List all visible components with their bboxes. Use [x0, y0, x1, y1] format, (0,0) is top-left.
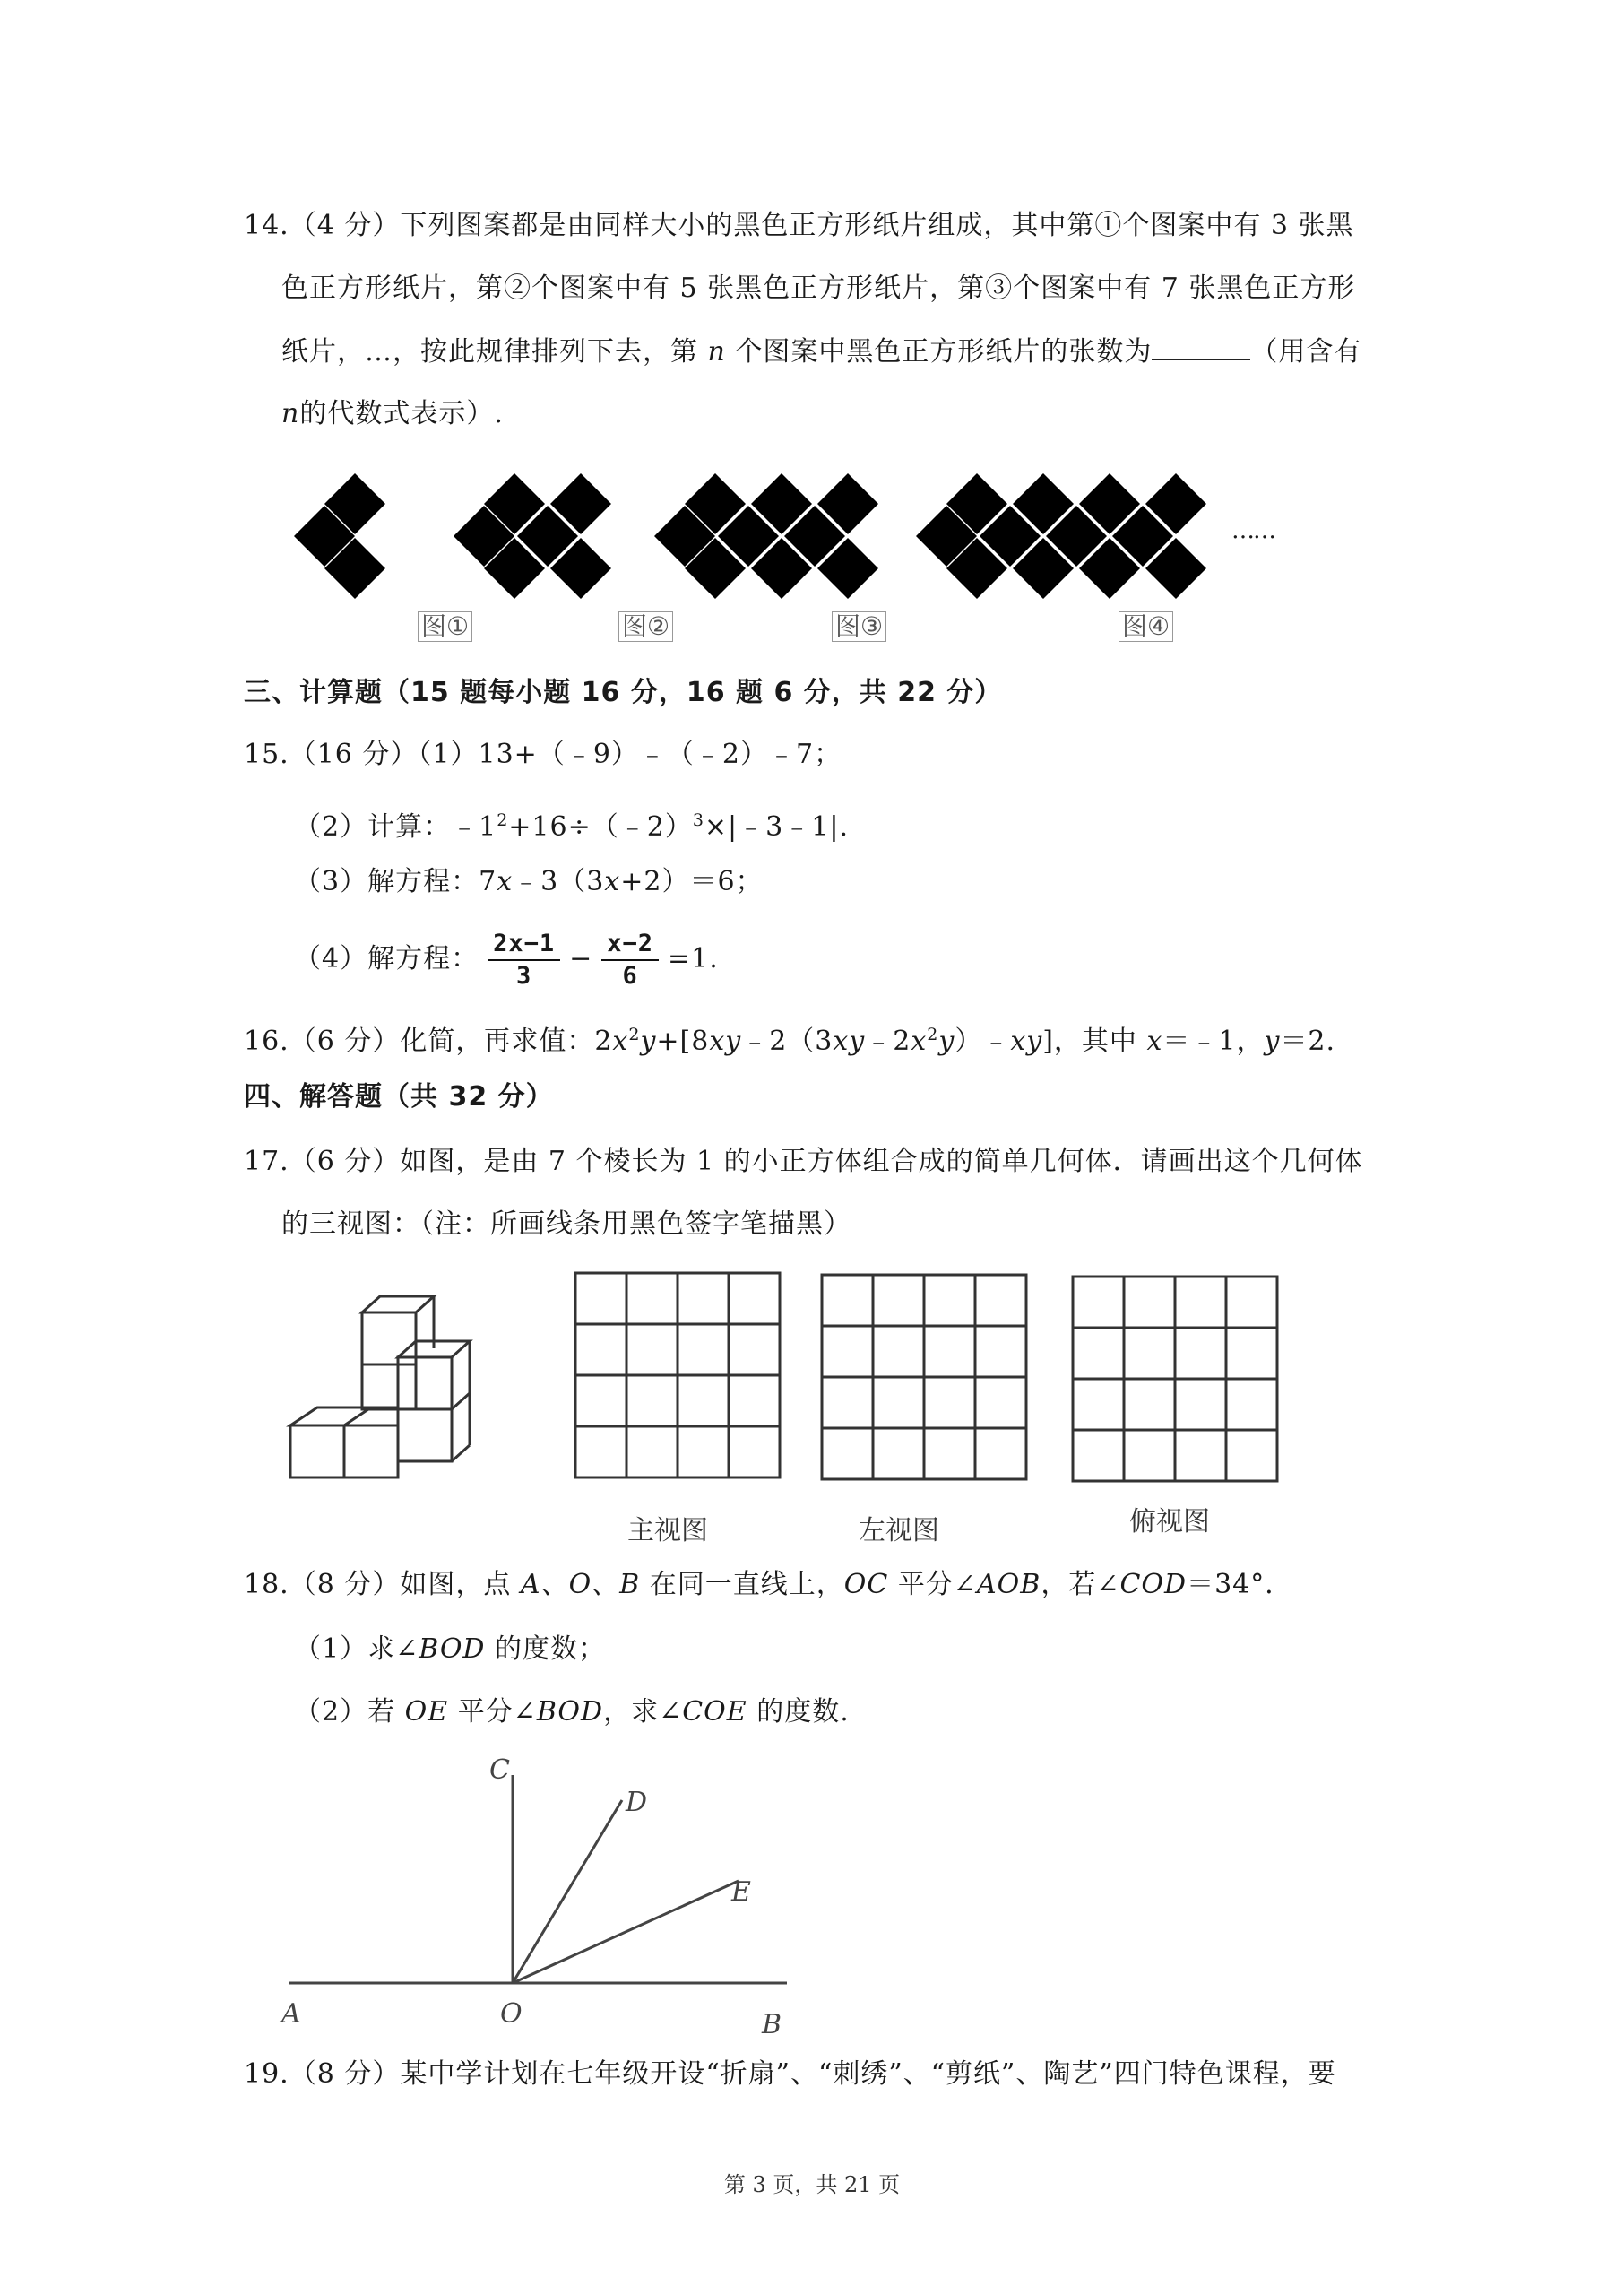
q14-line4: n的代数式表示）. — [281, 398, 504, 429]
q17-line2: 的三视图：（注：所画线条用黑色签字笔描黑） — [281, 1208, 851, 1240]
q15-part4: （4）解方程： $\frac{2x-1}{3}$ − $\frac{x-2}{6}$ =1. — [294, 930, 719, 990]
top-view-grid[interactable] — [1071, 1275, 1279, 1483]
label-A: A — [281, 1998, 301, 2030]
q16-text: 16.（6 分）化简，再求值：$2x^2y+[8xy﹣2(3xy﹣2x^2y)﹣xy]$，其中 x＝﹣1，y＝2. — [244, 1025, 1336, 1057]
label-D: D — [626, 1787, 648, 1818]
q18-part1: （1）求∠BOD 的度数； — [294, 1633, 607, 1665]
caption-fig4: 图④ — [1119, 611, 1173, 642]
left-view-grid[interactable] — [820, 1273, 1028, 1481]
answer-blank[interactable] — [1152, 333, 1250, 360]
q14-line2: 色正方形纸片，第②个图案中有 5 张黑色正方形纸片，第③个图案中有 7 张黑色正方形 — [281, 273, 1356, 304]
q15-part2: （2）计算：$﹣1^2+16\div(﹣2)^3\times|﹣3﹣1|$. — [294, 810, 849, 843]
front-view-grid[interactable] — [574, 1271, 782, 1479]
label-B: B — [762, 2009, 782, 2040]
q14-pattern-figure — [0, 448, 1624, 663]
caption-fig1: 图① — [418, 611, 472, 642]
label-E: E — [731, 1876, 751, 1908]
q19-line1: 19.（8 分）某中学计划在七年级开设“折扇”、“刺绣”、“剪纸”、陶艺”四门特色课程，要 — [244, 2058, 1336, 2090]
page-footer: 第 3 页，共 21 页 — [723, 2172, 901, 2197]
cube-solid-figure — [278, 1282, 511, 1488]
ray-OE — [513, 1881, 739, 1983]
pattern-ellipsis: …… — [1231, 517, 1274, 544]
ray-OD — [513, 1800, 622, 1983]
q15-part3: （3）解方程：7x﹣3（3x+2）＝6； — [294, 866, 764, 897]
fraction-2: $\frac{x-2}{6}$ — [601, 929, 659, 992]
label-C: C — [489, 1754, 510, 1786]
caption-fig3: 图③ — [832, 611, 886, 642]
angle-figure — [269, 1748, 825, 2044]
section-3-title: 三、计算题（15 题每小题 16 分，16 题 6 分，共 22 分） — [244, 677, 1003, 708]
label-O: O — [500, 1998, 523, 2030]
caption-front-view: 主视图 — [627, 1515, 708, 1546]
q14-line3: 纸片，…，按此规律排列下去，第 n 个图案中黑色正方形纸片的张数为 （用含有 — [281, 333, 1361, 370]
caption-fig2: 图② — [618, 611, 673, 642]
q18-part2: （2）若 OE 平分∠BOD，求∠COE 的度数. — [294, 1696, 850, 1728]
caption-left-view: 左视图 — [859, 1515, 939, 1546]
fraction-1: $\frac{2x-1}{3}$ — [488, 929, 560, 992]
q14-line1: 14.（4 分）下列图案都是由同样大小的黑色正方形纸片组成，其中第①个图案中有 3 张黑 — [244, 210, 1354, 241]
caption-top-view: 俯视图 — [1129, 1506, 1210, 1537]
section-4-title: 四、解答题（共 32 分） — [244, 1081, 554, 1113]
q15-part1: 15.（16 分）（1）13+（﹣9）﹣（﹣2）﹣7； — [244, 739, 842, 770]
q18-line1: 18.（8 分）如图，点 A、O、B 在同一直线上，OC 平分∠AOB，若∠COD＝34°． — [244, 1569, 1293, 1600]
q17-line1: 17.（6 分）如图，是由 7 个棱长为 1 的小正方体组合成的简单几何体．请画出这个几何体 — [244, 1146, 1363, 1177]
